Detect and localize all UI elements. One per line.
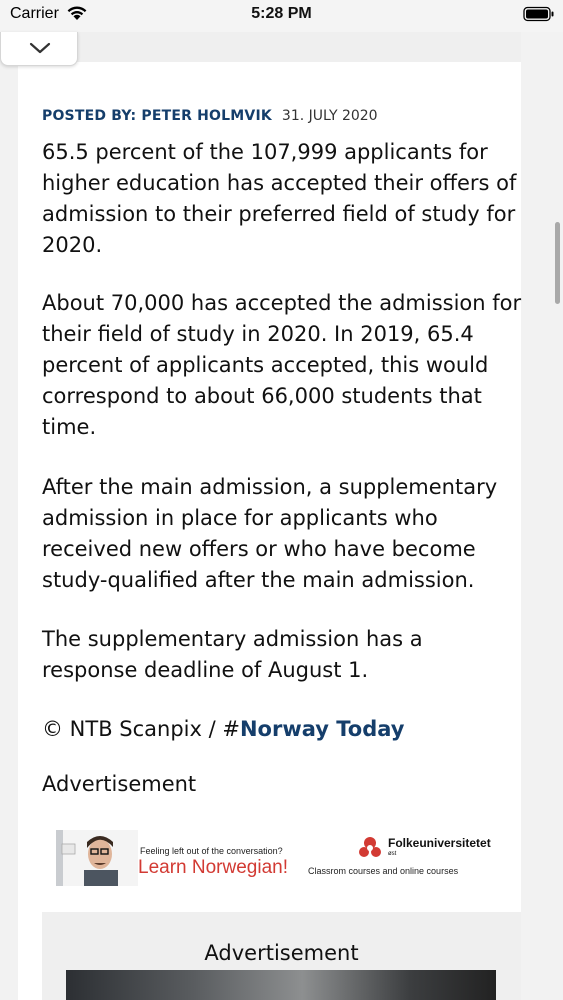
banner-brand: Folkeuniversitetet xyxy=(388,836,491,850)
banner-headline: Learn Norwegian! xyxy=(138,857,288,878)
credit-text: © NTB Scanpix / # xyxy=(42,717,240,741)
collapse-button[interactable] xyxy=(0,32,78,66)
banner-tagline: Feeling left out of the conversation? xyxy=(140,846,283,856)
article-paragraph: 65.5 percent of the 107,999 applicants for higher education has accepted their offers of admission to their preferred field of study for 2020. xyxy=(42,140,517,257)
learn-norwegian-banner-ad[interactable] xyxy=(56,826,502,888)
folkeuniversitetet-logo xyxy=(356,834,384,860)
article-byline xyxy=(42,108,378,124)
chevron-down-icon xyxy=(29,41,51,55)
scroll-indicator[interactable] xyxy=(555,222,560,304)
article-paragraph: After the main admission, a supplementary admission in place for applicants who received new offers or who have become study-qualified after the main admission. xyxy=(42,475,498,592)
battery-icon xyxy=(523,6,555,22)
man-with-paper-cup-photo xyxy=(56,830,138,886)
publish-date: 31. JULY 2020 xyxy=(281,108,378,124)
advertisement-label: Advertisement xyxy=(42,772,197,796)
author-link[interactable]: POSTED BY: PETER HOLMVIK xyxy=(42,108,272,124)
article-paragraph: The supplementary admission has a response deadline of August 1. xyxy=(42,627,423,682)
advertisement-box xyxy=(42,912,521,1000)
advertisement-image[interactable] xyxy=(66,970,496,1000)
clock: 5:28 PM xyxy=(251,5,312,22)
header-strip xyxy=(18,32,521,62)
photo-credit xyxy=(42,714,404,745)
carrier-label: Carrier xyxy=(10,5,59,22)
advertisement-label: Advertisement xyxy=(204,941,359,965)
article-paragraph: About 70,000 has accepted the admission for their field of study in 2020. In 2019, 65.4 percent of applicants accepted, this would correspond to about 66,000 students that time. xyxy=(42,291,522,439)
banner-courses-text: Classrom courses and online courses xyxy=(308,866,459,876)
banner-brand-sub: øst xyxy=(388,851,397,857)
norway-today-link[interactable]: Norway Today xyxy=(239,717,405,741)
status-bar xyxy=(0,0,563,32)
